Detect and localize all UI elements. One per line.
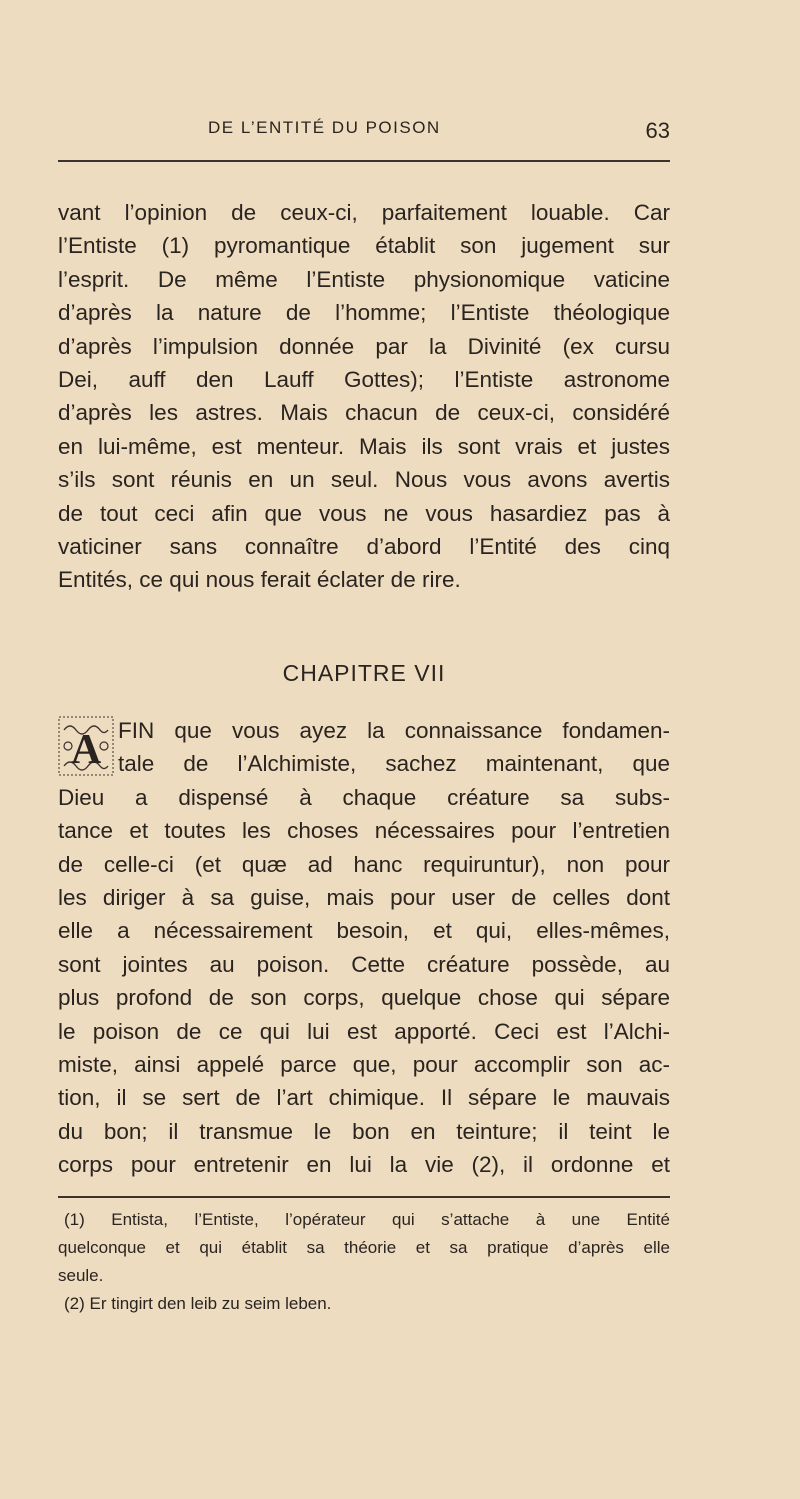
- paragraph-1: [58, 196, 670, 597]
- text-line: Dei, auff den Lauff Gottes); l’Entiste astronome: [58, 366, 670, 392]
- text-line: l’esprit. De même l’Entiste physionomique vaticine: [58, 266, 670, 292]
- footnote-line: seule.: [58, 1266, 104, 1285]
- text-line: vant l’opinion de ceux-ci, parfaitement louable. Car: [58, 200, 670, 225]
- text-line: s’ils sont réunis en un seul. Nous vous avons avertis: [58, 467, 670, 493]
- text-line: tance et toutes les choses nécessaires pour l’entretien: [58, 818, 670, 844]
- text-line: corps pour entretenir en lui la vie (2), il ordonne et: [58, 1152, 670, 1178]
- header-rule: [58, 160, 670, 162]
- page-number: 63: [645, 118, 670, 143]
- text-line: elle a nécessairement besoin, et qui, elles-mêmes,: [58, 918, 670, 944]
- text-line: d’après les astres. Mais chacun de ceux-ci, considéré: [58, 400, 670, 426]
- text-line: miste, ainsi appelé parce que, pour accomplir son ac-: [58, 1051, 670, 1077]
- footnote-rule: [58, 1196, 670, 1198]
- text-line: le poison de ce qui lui est apporté. Ceci est l’Alchi-: [58, 1018, 670, 1044]
- footnotes: [58, 1206, 670, 1318]
- page-header: [58, 118, 670, 150]
- text-line: plus profond de son corps, quelque chose qui sépare: [58, 985, 670, 1011]
- text-line: Dieu a dispensé à chaque créature sa subs-: [58, 784, 670, 810]
- text-line: tion, il se sert de l’art chimique. Il sépare le mauvais: [58, 1085, 670, 1111]
- text-line: du bon; il transmue le bon en teinture; il teint le: [58, 1118, 670, 1144]
- paragraph-2: [58, 714, 670, 1181]
- text-line: d’après l’impulsion donnée par la Divinité (ex cursu: [58, 333, 670, 359]
- text-line: les diriger à sa guise, mais pour user de celles dont: [58, 884, 670, 910]
- footnote-line: (2) Er tingirt den leib zu seim leben.: [64, 1294, 332, 1313]
- text-line: de celle-ci (et quæ ad hanc requiruntur), non pour: [58, 851, 670, 877]
- text-line: en lui-même, est menteur. Mais ils sont vrais et justes: [58, 433, 670, 459]
- footnote-line: quelconque et qui établit sa théorie et sa pratique d’après elle: [58, 1238, 670, 1257]
- text-line: FIN que vous ayez la connaissance fondamen-: [118, 718, 670, 743]
- text-line: vaticiner sans connaître d’abord l’Entité des cinq: [58, 533, 670, 559]
- text-line: sont jointes au poison. Cette créature possède, au: [58, 951, 670, 977]
- text-line: de tout ceci afin que vous ne vous hasardiez pas à: [58, 500, 670, 526]
- chapter-title: CHAPITRE VII: [282, 660, 446, 686]
- text-line: l’Entiste (1) pyromantique établit son jugement sur: [58, 233, 670, 259]
- footnote-line: (1) Entista, l’Entiste, l’opérateur qui s’attache à une Entité: [64, 1210, 670, 1229]
- text-line: d’après la nature de l’homme; l’Entiste théologique: [58, 300, 670, 326]
- running-title: DE L’ENTITÉ DU POISON: [208, 118, 441, 137]
- text-line: tale de l’Alchimiste, sachez maintenant, que: [118, 751, 670, 777]
- text-line: Entités, ce qui nous ferait éclater de rire.: [58, 567, 461, 593]
- dropcap-letter: A: [70, 727, 102, 773]
